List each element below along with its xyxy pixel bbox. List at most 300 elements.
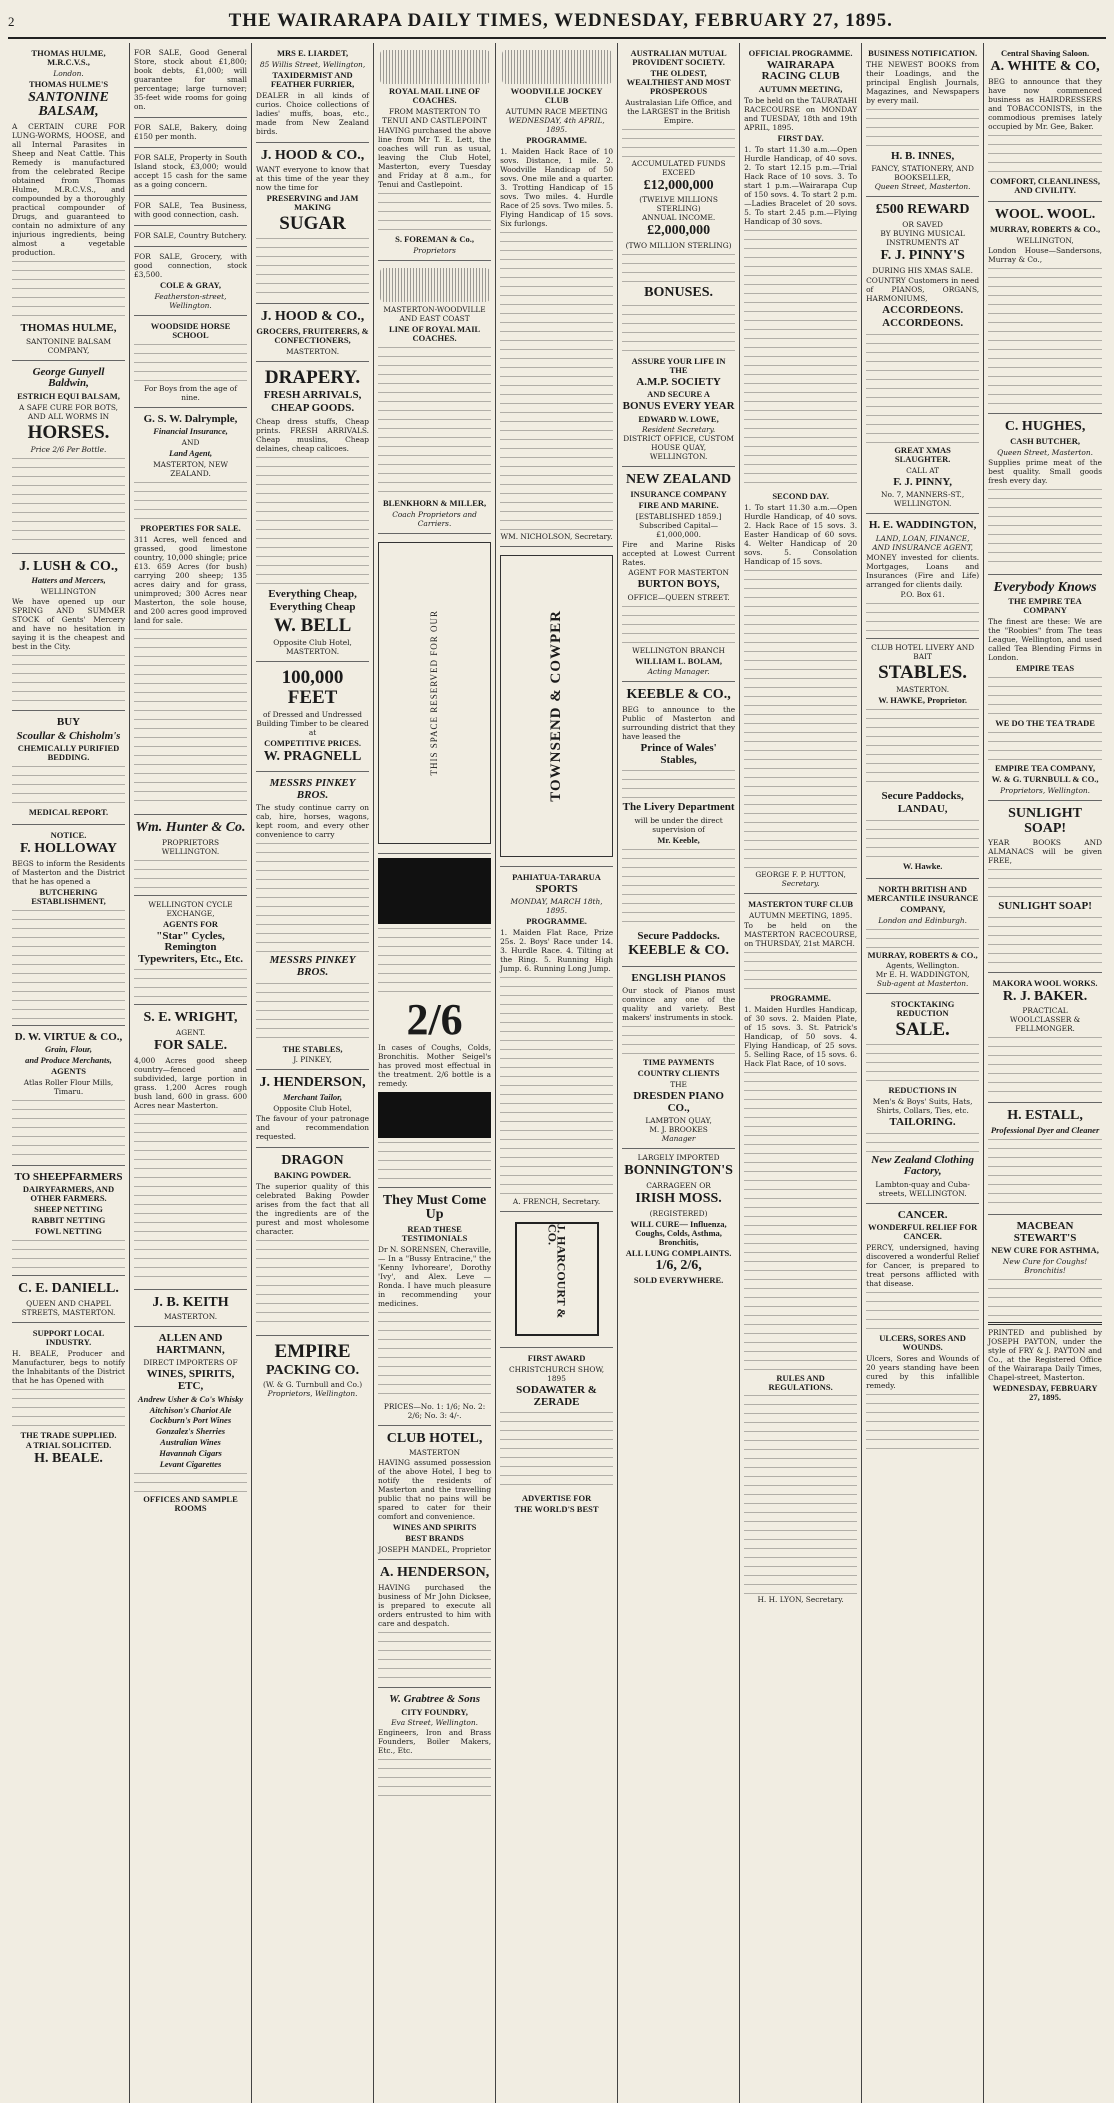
ad-title: F. HOLLOWAY: [20, 841, 117, 857]
ad-subtitle: BAKING POWDER.: [274, 1169, 352, 1180]
ad-body-text-block: [134, 1114, 247, 1284]
ad-subtitle: MASTERTON.: [163, 1312, 218, 1322]
ad-subtitle: AUTUMN MEETING,: [758, 84, 843, 95]
ad-headline: WINES, SPIRITS, ETC,: [146, 1368, 235, 1393]
ad-title: They Must Come Up: [382, 1192, 487, 1223]
ad-headline: DRAGON: [281, 1153, 344, 1169]
ad-title: CLUB HOTEL,: [386, 1430, 483, 1446]
ad-section-title-2: SECOND DAY.: [772, 490, 829, 501]
ad-body: The finest are these: We are the "Roobies" from The teas League, Wellington, and used called Tea Blending Firms in London.: [988, 617, 1103, 663]
ad-body: London House—Sandersons, Murray & Co.,: [988, 246, 1103, 265]
ad-subtitle-2: CHEAP GOODS.: [270, 402, 355, 415]
ad-title: H. E. WADDINGTON,: [868, 519, 977, 532]
ad-line-1: THE TRADE SUPPLIED.: [20, 1429, 117, 1440]
ad-for-sale-butchery: [134, 226, 247, 247]
ad-body-text-block: [134, 482, 247, 522]
ad-title: F. J. PINNY'S: [880, 248, 965, 264]
ad-title: W. Grabtree & Sons: [389, 1692, 480, 1705]
ad-capital: Subscribed Capital—£1,000,000.: [639, 520, 719, 539]
ad-body-text-block: [622, 606, 735, 646]
ad-fund-label: ACCUMULATED FUNDS EXCEED: [631, 158, 726, 177]
ad-subtitle-2: will be under the direct supervision of: [634, 815, 723, 834]
ad-clothing-factory: New Zealand Clothing Factory,: [871, 1153, 974, 1178]
ad-hulme-balsam: [12, 43, 125, 361]
ad-established: [ESTABLISHED 1859.]: [635, 511, 722, 521]
ad-body-text-block: [622, 770, 735, 800]
ad-headline: SALE.: [895, 1019, 950, 1041]
ad-subtitle: QUEEN AND CHAPEL STREETS, MASTERTON.: [21, 1298, 116, 1317]
reserved-space-box: [378, 542, 491, 844]
ad-subtitle-3: Bronchitis!: [1024, 1266, 1066, 1276]
ad-title: BUY: [56, 716, 81, 729]
ad-empire-packing: [256, 1336, 369, 1404]
ad-subtitle: THE EMPIRE TEA COMPANY: [1008, 596, 1082, 616]
ad-place: Featherston-street, Wellington.: [154, 291, 227, 310]
ad-body: The favour of your patronage and recommendation requested.: [256, 1114, 370, 1142]
ad-name: H. H. LYON, Secretary.: [757, 1595, 844, 1605]
ad-subtitle: PROPRIETORS WELLINGTON.: [161, 837, 220, 856]
ad-body: WILL CURE— Influenza, Coughs, Colds, Asthma, Bronchitis,: [630, 1218, 727, 1247]
ad-title: MESSRS PINKEY BROS.: [269, 777, 356, 801]
ad-title: WOODSIDE HORSE SCHOOL: [150, 320, 231, 340]
ad-body-text-block: [866, 109, 979, 149]
ad-line-4: Gonzalez's Sherries: [155, 1426, 226, 1437]
ad-body: CHEMICALLY PURIFIED BEDDING.: [17, 743, 120, 763]
ad-title: S. E. WRIGHT,: [143, 1010, 238, 1026]
ad-subtitle-2: CHRISTCHURCH SHOW, 1895: [509, 1365, 605, 1384]
ad-subtitle-2: (W. & G. Turnbull and Co.): [262, 1380, 363, 1390]
ad-masterton-turf-club: [744, 894, 857, 1610]
ad-holloway: [12, 825, 125, 1025]
ad-place: MASTERTON.: [896, 684, 950, 694]
column-2: [130, 43, 252, 2103]
ad-race-list: 1. Maiden Hurdles Handicap, of 30 sovs. 2. Maiden Plate, of 15 sovs. 3. St. Patrick's Handicap, of 50 sovs. 4. Flying Handicap, of 25 sovs. 5. Selling Race, of 15 sovs. 6. Hack Flat Race, of 10 sovs.: [744, 1004, 858, 1068]
ad-title: J. HENDERSON,: [259, 1075, 366, 1091]
ad-body: 4,000 Acres good sheep country—fenced and subdivided, large portion in grass. 1,200 Acres rough bush land, 600 in grass. 600 Acres near Masterton.: [134, 1055, 248, 1110]
ad-price: 1/6, 2/6,: [655, 1258, 702, 1274]
racehorse-engraving-icon: [502, 50, 612, 84]
ad-section-title: PROPERTIES FOR SALE.: [140, 523, 241, 534]
ad-body-text-block: [12, 1389, 125, 1429]
ad-subtitle: COMFORT, CLEANLINESS, AND CIVILITY.: [990, 175, 1100, 195]
ad-line-1: Everything Cheap,: [268, 587, 357, 600]
ad-body: HAVING purchased the above line from Mr T. E. Lett, the coaches will run as usual, leaving the Club Hotel, Masterton, every Tuesday and Friday at 8 a.m., for Tenui and Castlepoint.: [378, 125, 492, 189]
ad-name: S. FOREMAN & Co.,: [395, 233, 474, 244]
ad-headline: FOR SALE.: [153, 1038, 228, 1054]
ad-body-text-block: [12, 910, 125, 1020]
column-7: [740, 43, 862, 2103]
ad-income-label: ANNUAL INCOME.: [641, 213, 716, 223]
ad-body-text-block: [12, 261, 125, 321]
ad-subtitle: ESTRICH EQUI BALSAM,: [17, 390, 120, 401]
ad-daniell: [12, 1276, 125, 1323]
ad-subtitle: WELLINGTON CYCLE EXCHANGE,: [148, 899, 233, 918]
ad-accordeons-2: ACCORDEONS.: [882, 317, 964, 330]
ad-body: YEAR BOOKS AND ALMANACS will be given FREE,: [988, 838, 1103, 866]
coach-engraving-icon: [380, 268, 490, 302]
ad-date: WEDNESDAY, 4th APRIL, 1895.: [508, 115, 605, 134]
ad-headline: DRAPERY.: [264, 366, 361, 388]
ad-subtitle: PRESERVING and JAM MAKING: [266, 193, 359, 213]
ad-body-text-block: [744, 1072, 857, 1372]
ad-place: MASTERTON.: [286, 646, 340, 656]
ad-headline: SUNLIGHT SOAP!: [1008, 805, 1083, 836]
ad-agent-office: OFFICE—QUEEN STREET.: [627, 592, 730, 602]
ad-place: Queen Street, Masterton.: [874, 182, 971, 192]
ad-body: FOR SALE, Tea Business, with good connection, cash.: [134, 201, 248, 219]
ad-body: DEALER in all kinds of curios. Choice collections of ladies' muffs, boas, etc., made from New Zealand birds.: [256, 90, 370, 136]
ad-subtitle: AGENT.: [175, 1028, 206, 1038]
ad-subtitle: Opposite Club Hotel,: [273, 637, 352, 647]
ad-body-2: Ulcers, Sores and Wounds of 20 years standing have been cured by this infallible remedy.: [866, 1354, 980, 1391]
ad-body-text-block: [378, 347, 491, 497]
ad-tailoring: TAILORING.: [889, 1116, 956, 1129]
ad-name: GEORGE F. P. HUTTON,: [755, 869, 846, 879]
ad-subtitle-2: COUNTRY CLIENTS: [637, 1068, 720, 1079]
ad-estall-dyer: [988, 1103, 1102, 1215]
ad-baker-wool: [988, 973, 1102, 1104]
ad-date: MONDAY, MARCH 18th, 1895.: [510, 897, 603, 916]
ad-subtitle-2: Land Agent,: [168, 448, 213, 459]
ad-role: Sub-agent at Masterton.: [876, 979, 969, 989]
ad-line-1: Andrew Usher & Co's Whisky: [137, 1393, 244, 1404]
ad-body-text-block: [988, 1037, 1102, 1097]
ad-body: FOR SALE, Country Butchery.: [134, 231, 247, 240]
ad-title: BONNINGTON'S: [624, 1163, 733, 1179]
ad-property-list: [134, 629, 247, 809]
ad-subtitle: COMPETITIVE PRICES.: [264, 737, 361, 748]
ad-body: 1. Maiden Hack Race of 10 sovs. Distance, 1 mile. 2. Woodville Handicap of 50 sovs. One mile and a quarter. 3. Trotting Handicap of 15 sovs. Two miles. 4. Hurdle Race of 25 sovs. Two miles. 5. Flying Handicap of 15 sovs. Six furlongs.: [500, 146, 614, 228]
imprint: PRINTED and published by JOSEPH PAYTON, under the style of FRY & J. PAYTON and Co., at the Registered Office of the Wairarapa Daily Times, Chapel-street, Masterton.: [988, 1328, 1103, 1383]
ad-body: In cases of Coughs, Colds, Bronchitis. Mother Seigel's has proved most effectual in the treatment. 2/6 bottle is a remedy.: [378, 1042, 492, 1088]
ad-title: AGENTS FOR: [163, 918, 219, 929]
ad-empire-tea: [988, 575, 1102, 801]
ad-subtitle: Merchant Tailor,: [282, 1092, 343, 1103]
ad-body: BEG to announce that they have now commenced business as HAIRDRESSERS and TOBACCONISTS, in the commodious premises lately occupied by Mr. Gee, Baker.: [988, 76, 1103, 131]
ad-subtitle-2: WOOLCLASSER & FELLMONGER.: [1009, 1015, 1081, 1034]
ad-title: TO SHEEPFARMERS: [14, 1170, 123, 1183]
ad-hood-sugar: [256, 143, 369, 304]
ad-race-list-2: 1. To start 11.30 a.m.—Open Hurdle Handicap, of 40 sovs. 2. Hack Race of 15 sovs. 3. Easter Handicap of 60 sovs. 4. Welter Handicap of 20 sovs. 5. Consolation Handicap of 15 sovs.: [744, 502, 858, 566]
ad-amp-society: [622, 43, 735, 467]
column-8: [862, 43, 984, 2103]
ad-body-text-block: [378, 1632, 491, 1682]
ad-title: W. PRAGNELL: [263, 748, 362, 764]
ad-body: Dr N. SORENSEN, Cheraville,— In a "Bussy Entracine," the 'Kenny Ivhoreare', Dorothy 'Ivy', and Alex. Leve — Ronda. I have much pleasure in recommending your medicines.: [378, 1244, 492, 1308]
ad-body-text-block: [12, 655, 125, 705]
column-5: [496, 43, 618, 2103]
ad-body-text-block: [12, 1240, 125, 1270]
ad-body-text-block: [12, 766, 125, 806]
ad-header: OFFICIAL PROGRAMME.: [748, 48, 853, 58]
ad-body-text-block: [988, 489, 1102, 569]
ad-subtitle-2: and Produce Merchants,: [25, 1055, 112, 1066]
ad-headline: R. J. BAKER.: [1002, 988, 1088, 1004]
karana-logo-icon: [378, 1092, 491, 1138]
ad-price-headline: 2/6: [406, 994, 463, 1044]
ad-line-2: RABBIT NETTING: [31, 1215, 106, 1226]
ad-wright: [134, 1005, 247, 1289]
ad-name: W. HAWKE, Proprietor.: [878, 694, 967, 705]
ad-body: COUNTRY Customers in need of PIANOS, ORGANS, HARMONIUMS,: [866, 275, 980, 303]
ad-subtitle: THE OLDEST, WEALTHIEST AND MOST PROSPEROUS: [626, 67, 731, 96]
ad-headline: HORSES.: [27, 421, 110, 443]
ad-allen-hartmann: [134, 1327, 247, 1519]
ad-body-text-block: [378, 193, 491, 233]
ad-place: MASTERTON.: [286, 346, 340, 356]
ad-role: Acting Manager.: [647, 667, 710, 677]
ad-body-text-block: [256, 1240, 369, 1330]
ad-body: To be held on the MASTERTON RACECOURSE, on THURSDAY, 21st MARCH.: [744, 920, 858, 948]
ad-fund-value: £12,000,000: [643, 177, 714, 193]
ad-line: A SAFE CURE FOR BOTS, AND ALL WORMS IN: [19, 402, 118, 421]
ad-header: SUPPORT LOCAL INDUSTRY.: [32, 1327, 105, 1347]
ad-cancer-relief: [866, 1204, 979, 1459]
ad-for-sale-grocery: [134, 247, 247, 316]
ad-title: MACBEAN STEWART'S: [1013, 1220, 1077, 1244]
ad-headline: "Star" Cycles, Remington Typewriters, Etc., Etc.: [138, 929, 243, 965]
ad-body-text-block: [134, 969, 247, 999]
ad-title: C. HUGHES,: [1004, 419, 1086, 435]
ad-title: H. BEALE.: [34, 1451, 103, 1467]
ad-subtitle: CARRAGEEN OR: [646, 1181, 711, 1191]
ad-title: PAHIATUA-TARARUA: [512, 871, 601, 882]
ad-body-text-block: [866, 1044, 979, 1084]
ad-line-2: A TRIAL SOLICITED.: [25, 1440, 112, 1451]
ad-subtitle-3: Proprietors, Wellington.: [267, 1389, 358, 1399]
ad-headline: Prince of Wales' Stables,: [640, 742, 717, 766]
ad-english-pianos: [622, 967, 735, 1149]
ad-body: H. BEALE, Producer and Manufacturer, begs to notify the Inhabitants of the District that he has Opened with: [12, 1348, 126, 1385]
ad-subtitle-3: DURING HIS XMAS SALE.: [872, 265, 973, 275]
ad-name: H. B. INNES,: [890, 149, 955, 162]
ad-body-text-block: [12, 458, 125, 548]
ad-race-list: 1. To start 11.30 a.m.—Open Hurdle Handicap, of 40 sovs. 2. To start 12.15 p.m.—Trial Hack Race of 10 sovs. 3. To start 1 p.m.—Wairarapa Cup of 150 sovs. 4. To start 2 p.m.—Ladies Bracelet of 20 sovs. 5. To start 2.45 p.m.—Flying Handicap of 30 sovs.: [744, 144, 858, 226]
ad-headline: WINES AND SPIRITS: [392, 1522, 477, 1533]
ad-body: HAVING assumed possession of the above Hotel, I beg to notify the residents of Masterton and the travelling public that no pains will be spared to cater for their comfort and convenience.: [378, 1458, 492, 1522]
ad-subtitle: DIRECT IMPORTERS OF: [143, 1358, 238, 1368]
ad-manager: WILLIAM L. BOLAM,: [635, 655, 723, 666]
ad-body-text-block: [256, 238, 369, 298]
ad-subtitle: FRESH ARRIVALS,: [263, 388, 362, 401]
ad-subtitle: Hatters and Mercers,: [31, 575, 106, 586]
ad-title: LINE OF ROYAL MAIL COACHES.: [388, 323, 481, 343]
ad-for-sale-property: [134, 148, 247, 196]
ad-the: THE: [670, 1080, 687, 1090]
ad-title: AUSTRALIAN MUTUAL PROVIDENT SOCIETY.: [630, 48, 727, 67]
ad-subtitle: MASTERTON-WOODVILLE AND EAST COAST: [383, 304, 486, 323]
vertical-title: TOWNSEND & COWPER: [548, 609, 565, 802]
divider: [988, 1322, 1102, 1325]
ad-body: Supplies prime meat of the best quality. Small goods fresh every day.: [988, 457, 1103, 485]
ad-subtitle: BUTCHERING ESTABLISHMENT,: [31, 886, 106, 906]
ad-body-text-block: [12, 1100, 125, 1160]
ad-body: Engineers, Iron and Brass Founders, Boiler Makers, Etc., Etc.: [378, 1728, 492, 1756]
ad-body: 311 Acres, well fenced and grassed, good limestone country, 10,000 shingle; price £13. 659 Acres (for bush) carrying 200 sheep; 135 acres dairy and for grass, unimproved; 300 Acres near Masterton, the sole house, and 200 acres good improved land for sale.: [134, 535, 248, 626]
ad-place: Eva Street, Wellington.: [391, 1718, 478, 1728]
ad-subtitle: CLUB HOTEL LIVERY AND BAIT: [871, 642, 975, 661]
ad-section-title: PROGRAMME.: [770, 992, 831, 1003]
ad-footer: MEDICAL REPORT.: [28, 807, 109, 818]
ad-east-coast-coaches: [378, 261, 491, 534]
ad-headline: SUGAR: [279, 213, 346, 235]
ad-accordeons: ACCORDEONS.: [882, 303, 964, 316]
ad-subtitle: WONDERFUL RELIEF FOR CANCER.: [867, 1222, 978, 1242]
ad-body: BEGS to inform the Residents of Masterton and the District that he has opened a: [12, 858, 126, 886]
ad-title: WOODVILLE JOCKEY CLUB: [510, 86, 603, 105]
ad-body-text-block: [988, 677, 1102, 717]
ad-body-text-block: [866, 334, 979, 444]
ad-subtitle-2: FIRE AND MARINE.: [638, 500, 719, 511]
ad-subline: London.: [53, 68, 84, 78]
ad-title: J. LUSH & CO.,: [19, 558, 118, 574]
column-6: [618, 43, 740, 2103]
ad-agent-name: BURTON BOYS,: [637, 577, 720, 590]
ad-body-text-block: [988, 869, 1102, 899]
ad-line-1: SHEEP NETTING: [34, 1204, 103, 1215]
ad-footer: OFFICES AND SAMPLE ROOMS: [143, 1494, 238, 1513]
ad-headline: £500 REWARD: [875, 202, 970, 218]
ad-name: M. J. BROOKES: [649, 1125, 708, 1135]
ad-body: Atlas Roller Flour Mills, Timaru.: [23, 1077, 114, 1096]
ad-title: MASTERTON TURF CLUB: [748, 898, 854, 909]
ad-subtitle-3: WE DO THE TEA TRADE: [995, 718, 1095, 729]
ad-place: London and Edinburgh.: [878, 915, 967, 925]
ad-headline: EMPIRE: [274, 1340, 351, 1362]
ad-name: COLE & GRAY,: [160, 280, 222, 290]
ad-name: F. J. PINNY,: [893, 475, 952, 488]
ad-henderson: [378, 1560, 491, 1688]
ad-body-text-block: [744, 952, 857, 992]
ad-body-text-block: [866, 1133, 979, 1153]
ad-title: D. W. VIRTUE & CO.,: [14, 1030, 123, 1043]
ad-place: LAMBTON QUAY,: [645, 1116, 712, 1126]
ad-body-text-block: [988, 1139, 1102, 1209]
ad-body: We have opened up our SPRING AND SUMMER STOCK of Gents' Mercery and have no hesitation in saying it is the cheapest and best in the City.: [12, 597, 126, 652]
townsend-cowper-box: [500, 555, 613, 857]
ad-body: FOR SALE, Bakery, doing £150 per month.: [134, 123, 248, 141]
ad-secure: Secure Paddocks,: [881, 789, 964, 802]
ad-baldwin-horses: [12, 361, 125, 554]
ad-headline: STABLES.: [878, 661, 968, 683]
ad-body: Australasian Life Office, and the LARGEST in the British Empire.: [625, 97, 732, 125]
ad-subtitle-2: New Cure for Coughs!: [1002, 1257, 1088, 1267]
ad-subtitle-2: BY BUYING MUSICAL INSTRUMENTS AT: [880, 229, 965, 248]
column-4: [374, 43, 496, 2103]
ad-body-text-block: [134, 860, 247, 890]
ad-name: Mr E. H. WADDINGTON,: [875, 970, 970, 980]
ad-name: BLENKHORN & MILLER,: [382, 497, 487, 508]
ad-subtitle: AUTUMN RACE MEETING: [505, 106, 608, 116]
ad-role: Manager: [661, 1134, 696, 1144]
ad-wool: [988, 202, 1102, 414]
ad-branch: WELLINGTON BRANCH: [632, 645, 725, 655]
ad-footer-name: THOMAS HULME,: [20, 322, 117, 335]
ad-body: A CERTAIN CURE FOR LUNG-WORMS, HOOSE, and all Internal Parasites in Sheep and Neat Cattle. This Remedy is manufactured from the celebrated Recipe obtained from Thomas Hulme, M.R.C.V.S., and compounded by a thoroughly practical compounder of Drugs, and guaranteed to contain no admixture of any injurious ingredients, being almost a vegetable production.: [12, 122, 126, 258]
ad-for-sale-tea: [134, 196, 247, 226]
ad-subtitle-2: ULCERS, SORES AND WOUNDS.: [879, 1333, 966, 1353]
ad-footer-2: THE WORLD'S BEST: [514, 1504, 599, 1515]
ad-title: C. E. DANIELL.: [18, 1281, 119, 1297]
ad-body-text-block: [988, 1279, 1102, 1319]
ad-body-text-block: [256, 843, 369, 953]
ad-notice: NOTICE.: [50, 830, 87, 841]
ad-call-at: CALL AT: [906, 465, 940, 475]
ad-body-text-block: [134, 344, 247, 384]
ad-name: MURRAY, ROBERTS & CO.,: [990, 224, 1101, 235]
ad-headline: A. WHITE & CO,: [990, 58, 1100, 74]
ad-line-7: Levant Cigarettes: [159, 1459, 222, 1470]
ad-subtitle: TAXIDERMIST AND FEATHER FURRIER,: [270, 69, 355, 89]
ad-line-2: Everything Cheap: [269, 601, 356, 614]
ad-subtitle: INSURANCE COMPANY: [630, 489, 727, 500]
ad-title: J. B. KEITH: [152, 1294, 229, 1310]
ad-body-text-block: [988, 917, 1102, 967]
ad-body-text-block: [866, 1394, 979, 1454]
ad-body: The superior quality of this celebrated Baking Powder arises from the fact that all the ingredients are of the purest and most wholesome character.: [256, 1181, 370, 1236]
ad-pragnell: [256, 662, 369, 772]
ad-harcourt: [500, 1212, 613, 1348]
ad-wairarapa-racing-club: [744, 43, 857, 894]
ad-headline: 100,000 FEET: [281, 666, 344, 708]
ad-title: SODAWATER & ZERADE: [516, 1384, 597, 1408]
ad-body-text-block: [256, 457, 369, 587]
ad-white-saloon: [988, 43, 1102, 202]
ad-title: A. HENDERSON,: [379, 1565, 490, 1581]
ad-assure-4: BONUS EVERY YEAR: [622, 399, 735, 412]
ad-place: MASTERTON, NEW ZEALAND.: [153, 460, 228, 479]
ad-woodville-jockey-club: [500, 43, 613, 547]
ad-subtitle: CITY FOUNDRY,: [401, 1706, 468, 1717]
ad-club-hotel: [378, 1426, 491, 1561]
ad-body: of Dressed and Undressed Building Timber to be cleared at: [256, 709, 369, 737]
ad-price: Price 2/6 Per Bottle.: [30, 444, 107, 454]
ad-role: Resident Secretary.: [641, 425, 716, 435]
page-number: 2: [8, 14, 16, 29]
ad-pinny-reward: [866, 197, 979, 514]
ad-headline-2: SUNLIGHT SOAP!: [998, 900, 1092, 913]
ad-sheepfarmers: [12, 1166, 125, 1276]
ad-bell-drapery: [256, 362, 369, 662]
remedy-logo-icon: [378, 858, 491, 924]
ad-place: No. 7, MANNERS-ST., WELLINGTON.: [881, 490, 965, 509]
ad-assure-3: AND SECURE A: [647, 389, 710, 400]
ad-title: STOCKTAKING REDUCTION: [890, 999, 955, 1019]
ad-body-text-block: [866, 603, 979, 633]
column-1: [8, 43, 130, 2103]
ad-name: EMPIRE TEA COMPANY,: [994, 763, 1096, 774]
ad-royal-mail-coaches: [378, 43, 491, 261]
ad-cough-remedy: [378, 854, 491, 1188]
ad-title: SANTONINE BALSAM,: [28, 89, 109, 120]
ad-subtitle: OR SAVED: [902, 220, 943, 230]
ad-reserved-space: [378, 534, 491, 854]
ad-headline: H. ESTALL,: [1007, 1108, 1083, 1124]
ad-title: ROYAL MAIL LINE OF COACHES.: [389, 86, 481, 105]
ad-footer: ADVERTISE FOR: [521, 1493, 592, 1504]
ad-subtitle: FANCY, STATIONERY, AND BOOKSELLER,: [871, 164, 974, 183]
ad-name: WM. NICHOLSON, Secretary.: [500, 531, 613, 541]
ad-body-text-block: [500, 977, 613, 1197]
ad-title: George Gunyell Baldwin,: [32, 365, 105, 390]
ad-body-text-block: [988, 135, 1102, 175]
ad-subtitle: The Livery Department: [622, 801, 735, 814]
ad-title: ALLEN AND HARTMANN,: [156, 1332, 225, 1356]
ad-dalrymple: [134, 408, 247, 815]
ad-body: MONEY invested for clients. Mortgages, Loans and Insurances (Fire and Life) arranged for clients daily.: [866, 552, 980, 589]
ad-hood-grocers: [256, 304, 369, 362]
ad-irish-moss: [622, 1149, 735, 1292]
